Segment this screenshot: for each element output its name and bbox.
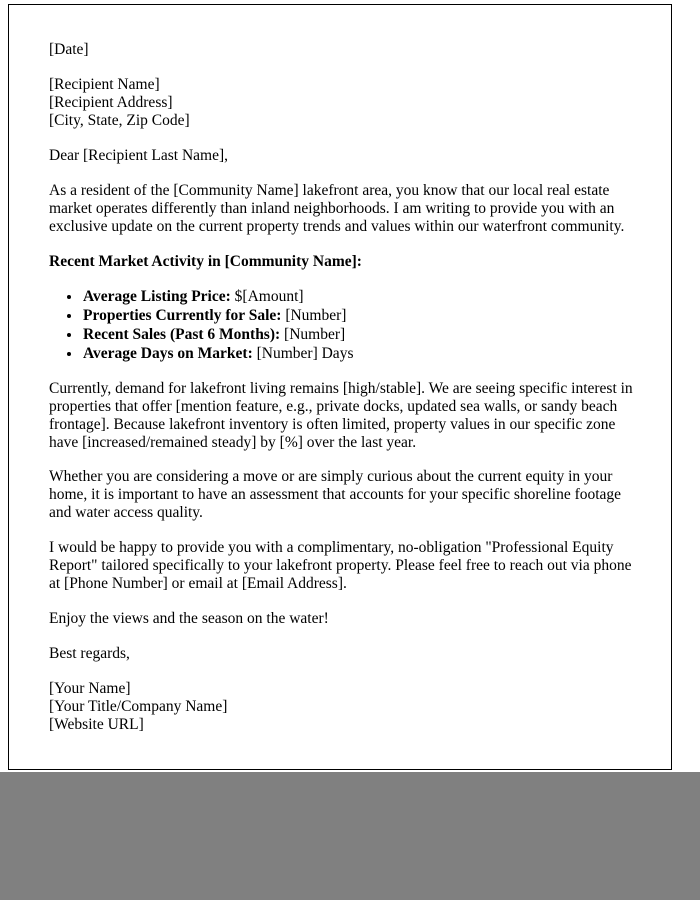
list-item xyxy=(82,307,633,325)
signoff: Best regards, xyxy=(49,645,130,663)
bullet-value: [Number] Days xyxy=(252,344,354,362)
background-area xyxy=(0,772,700,900)
bullet-label: Recent Sales (Past 6 Months): xyxy=(83,325,281,343)
recipient-city-state-zip: [City, State, Zip Code] xyxy=(49,111,190,129)
bullet-value: $[Amount] xyxy=(230,287,304,305)
bullet-label: Properties Currently for Sale: xyxy=(83,306,282,324)
equity-paragraph: Whether you are considering a move or are simply curious about the current equity in your home, it is important to have an assessment that accounts for your specific shoreline footage and water access quality. xyxy=(49,468,622,522)
recipient-address: [Recipient Address] xyxy=(49,93,173,111)
list-item xyxy=(82,345,633,363)
bullet-value: [Number] xyxy=(280,325,346,343)
intro-paragraph: As a resident of the [Community Name] lakefront area, you know that our local real estate market operates differently than inland neighborhoods. I am writing to provide you with an exclusive update on the current property trends and values within our waterfront community. xyxy=(49,181,625,235)
bullet-label: Average Days on Market: xyxy=(83,344,253,362)
recipient-name: [Recipient Name] xyxy=(49,75,160,93)
recipient-block xyxy=(49,76,633,130)
salutation: Dear [Recipient Last Name], xyxy=(49,146,229,164)
market-stats-list xyxy=(49,288,633,363)
list-item xyxy=(82,326,633,344)
market-paragraph: Currently, demand for lakefront living remains [high/stable]. We are seeing specific interest in properties that offer [mention feature, e.g., private docks, updated sea walls, or sandy beach frontage]. Because lakefront inventory is often limited, property values in our specific zone have [increased/remained steady] by [%] over the last year. xyxy=(49,379,633,451)
letter-content xyxy=(9,5,671,734)
offer-paragraph: I would be happy to provide you with a complimentary, no-obligation "Professional Equity Report" tailored specifically to your lakefront property. Please feel free to reach out via phone at [Phone Number] or email at [Email Address]. xyxy=(49,539,632,593)
signature-block xyxy=(49,680,633,734)
list-item xyxy=(82,288,633,306)
letter-document xyxy=(8,4,672,770)
bullet-value: [Number] xyxy=(281,306,347,324)
bullet-label: Average Listing Price: xyxy=(83,287,231,305)
section-heading: Recent Market Activity in [Community Name]: xyxy=(49,252,362,270)
date-line: [Date] xyxy=(49,41,89,58)
closing-line: Enjoy the views and the season on the water! xyxy=(49,610,329,628)
signature-name: [Your Name] xyxy=(49,680,131,698)
signature-website: [Website URL] xyxy=(49,716,144,734)
signature-title-company: [Your Title/Company Name] xyxy=(49,698,228,716)
